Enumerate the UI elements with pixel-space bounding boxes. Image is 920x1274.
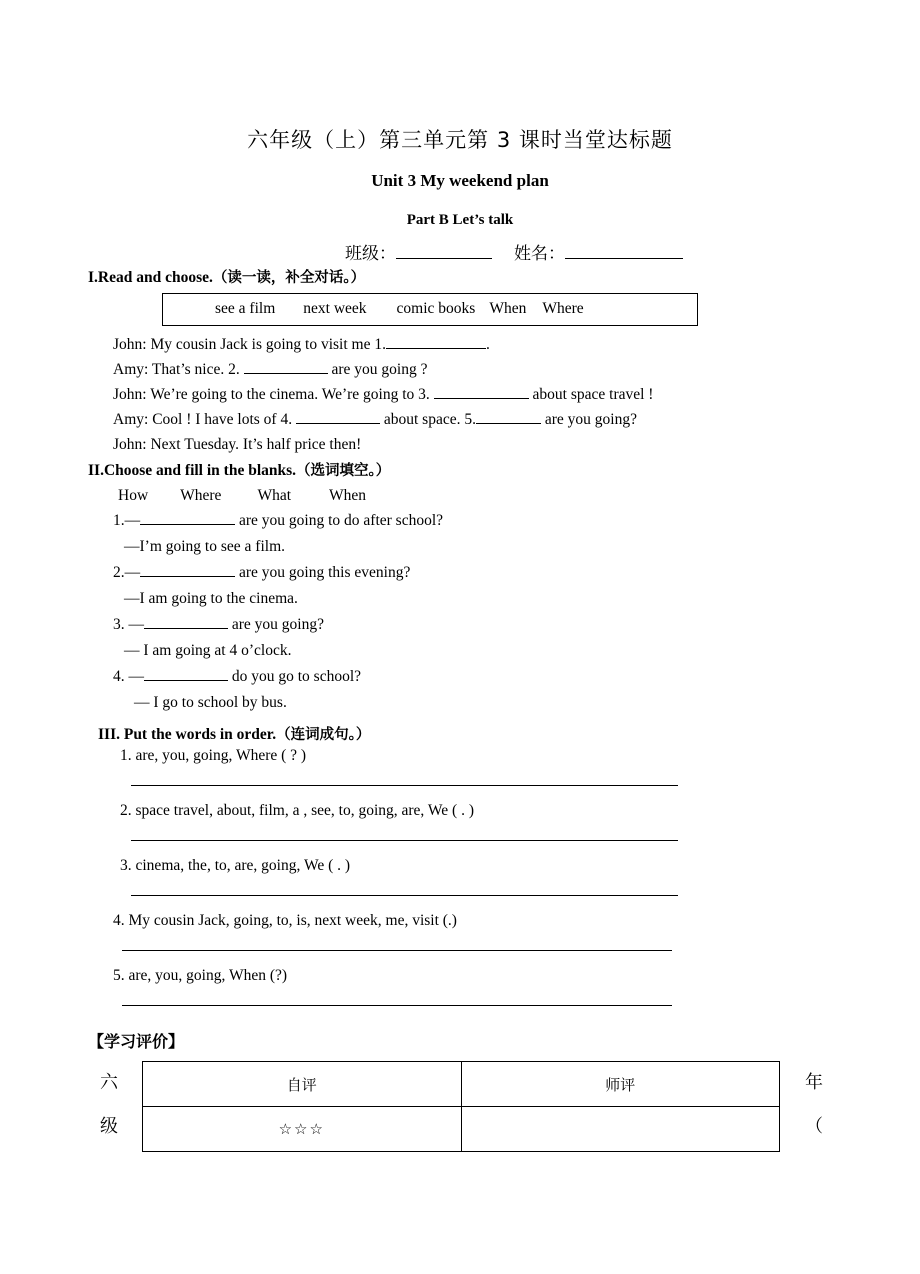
question-suffix: are you going to do after school? (239, 511, 444, 529)
fill-blank-question (0, 664, 920, 690)
name-label: 姓名： (514, 243, 565, 264)
dialogue-speaker: John: (113, 386, 147, 404)
right-margin-char: 年 (805, 1072, 823, 1094)
dialogue-line (0, 407, 920, 432)
fill-blank-input-2[interactable] (140, 563, 235, 577)
fill-blank-answer: — I am going at 4 o’clock. (124, 641, 292, 659)
question-prefix: 3. — (113, 615, 144, 633)
section-one-heading-en: I.Read and choose. (88, 268, 213, 286)
evaluation-heading: 【学习评价】 (88, 1032, 185, 1052)
dialogue-blank-2[interactable] (244, 360, 328, 374)
self-rating-stars[interactable]: ☆☆☆ (143, 1107, 462, 1152)
left-margin-char: 级 (100, 1116, 118, 1138)
word-order-answer-line-4[interactable] (122, 949, 672, 951)
left-margin-char: 六 (100, 1072, 118, 1094)
name-input[interactable] (565, 243, 683, 259)
fill-blank-input-1[interactable] (140, 511, 235, 525)
right-margin-characters (800, 1061, 828, 1149)
question-suffix: are you going? (231, 615, 324, 633)
column-header-self: 自评 (143, 1062, 462, 1107)
dialogue-speaker: Amy: (113, 411, 149, 429)
dialogue-blank-1[interactable] (386, 335, 486, 349)
dialogue-text: My cousin Jack is going to visit me 1. (150, 336, 386, 354)
dialogue-line (0, 382, 920, 407)
word-order-item: 3. cinema, the, to, are, going, We ( . ) (120, 857, 351, 875)
dialogue-line (0, 357, 920, 382)
dialogue-blank-5[interactable] (476, 410, 541, 424)
word-order-item: 4. My cousin Jack, going, to, is, next week, me, visit (.) (113, 912, 457, 930)
fill-blank-question (0, 612, 920, 638)
fill-blank-answer: —I am going to the cinema. (124, 589, 298, 607)
student-info-row (0, 243, 920, 264)
section-two-heading-en: II.Choose and fill in the blanks. (88, 462, 297, 480)
page-title-part: Part B Let’s talk (406, 211, 514, 228)
fill-blank-input-4[interactable] (144, 667, 228, 681)
question-suffix: are you going this evening? (239, 563, 411, 581)
dialogue-text-end: about space travel ! (532, 386, 654, 404)
fill-blank-input-3[interactable] (144, 615, 228, 629)
column-header-teacher: 师评 (461, 1062, 780, 1107)
fill-blank-answer: —I’m going to see a film. (124, 537, 285, 555)
dialogue-speaker: Amy: (113, 361, 149, 379)
class-label: 班级： (345, 243, 396, 264)
section-two-heading-cn: （选词填空。） (296, 463, 391, 480)
section-one-word-bank (162, 293, 698, 326)
question-prefix: 1.— (113, 511, 141, 529)
section-one-heading (0, 268, 920, 287)
right-margin-char: （ (805, 1116, 823, 1138)
word-bank-items (163, 294, 697, 324)
word-bank-item: Where (180, 486, 222, 504)
word-order-answer-line-3[interactable] (131, 894, 678, 896)
table-row (143, 1062, 780, 1107)
dialogue-text: That’s nice. 2. (151, 361, 240, 379)
word-bank-item: next week (303, 300, 367, 318)
question-prefix: 2.— (113, 563, 141, 581)
word-order-answer-line-1[interactable] (131, 784, 678, 786)
dialogue-text-end: are you going ? (331, 361, 428, 379)
left-margin-characters (95, 1061, 123, 1149)
word-bank-item: When (329, 486, 367, 504)
evaluation-section (0, 1061, 920, 1149)
word-order-item: 5. are, you, going, When (?) (113, 967, 288, 985)
dialogue-speaker: John: (113, 436, 147, 454)
word-bank-item: comic books (396, 300, 476, 318)
section-one-heading-cn: （读一读，补全对话。） (212, 269, 366, 286)
dialogue-text-end: are you going? (544, 411, 637, 429)
page-title-unit: Unit 3 My weekend plan (371, 171, 549, 191)
word-bank-item: How (118, 486, 149, 504)
dialogue-text-end: . (485, 336, 490, 354)
section-two-word-bank (0, 484, 920, 508)
section-three-heading (0, 725, 920, 744)
word-bank-item: What (257, 486, 292, 504)
page-title-chinese: 六年级（上）第三单元第 3 课时当堂达标题 (247, 128, 673, 152)
dialogue-line (0, 332, 920, 357)
word-order-item: 2. space travel, about, film, a , see, to, going, are, We ( . ) (120, 802, 474, 820)
dialogue-text: We’re going to the cinema. We’re going to 3. (150, 386, 430, 404)
section-three-heading-en: III. Put the words in order. (98, 725, 277, 743)
word-order-answer-line-2[interactable] (131, 839, 678, 841)
word-bank-item: When (489, 300, 527, 318)
dialogue-text: Next Tuesday. It’s half price then! (150, 436, 362, 454)
fill-blank-answer: — I go to school by bus. (134, 693, 287, 711)
word-order-answer-line-5[interactable] (122, 1004, 672, 1006)
section-two-heading (0, 461, 920, 480)
fill-blank-question (0, 508, 920, 534)
dialogue-blank-3[interactable] (434, 385, 529, 399)
dialogue-line (0, 432, 920, 457)
question-prefix: 4. — (113, 667, 144, 685)
word-order-item: 1. are, you, going, Where ( ? ) (120, 747, 307, 765)
dialogue-text-mid: about space. 5. (383, 411, 476, 429)
dialogue-speaker: John: (113, 336, 147, 354)
section-three-heading-cn: （连词成句。） (276, 726, 371, 743)
dialogue-blank-4[interactable] (296, 410, 380, 424)
fill-blank-question (0, 560, 920, 586)
table-row (143, 1107, 780, 1152)
word-bank-item: Where (542, 300, 584, 318)
class-input[interactable] (396, 243, 492, 259)
evaluation-table (142, 1061, 780, 1152)
teacher-rating-cell[interactable] (461, 1107, 780, 1152)
word-bank-item: see a film (215, 300, 276, 318)
dialogue-text: Cool ! I have lots of 4. (152, 411, 293, 429)
question-suffix: do you go to school? (231, 667, 362, 685)
